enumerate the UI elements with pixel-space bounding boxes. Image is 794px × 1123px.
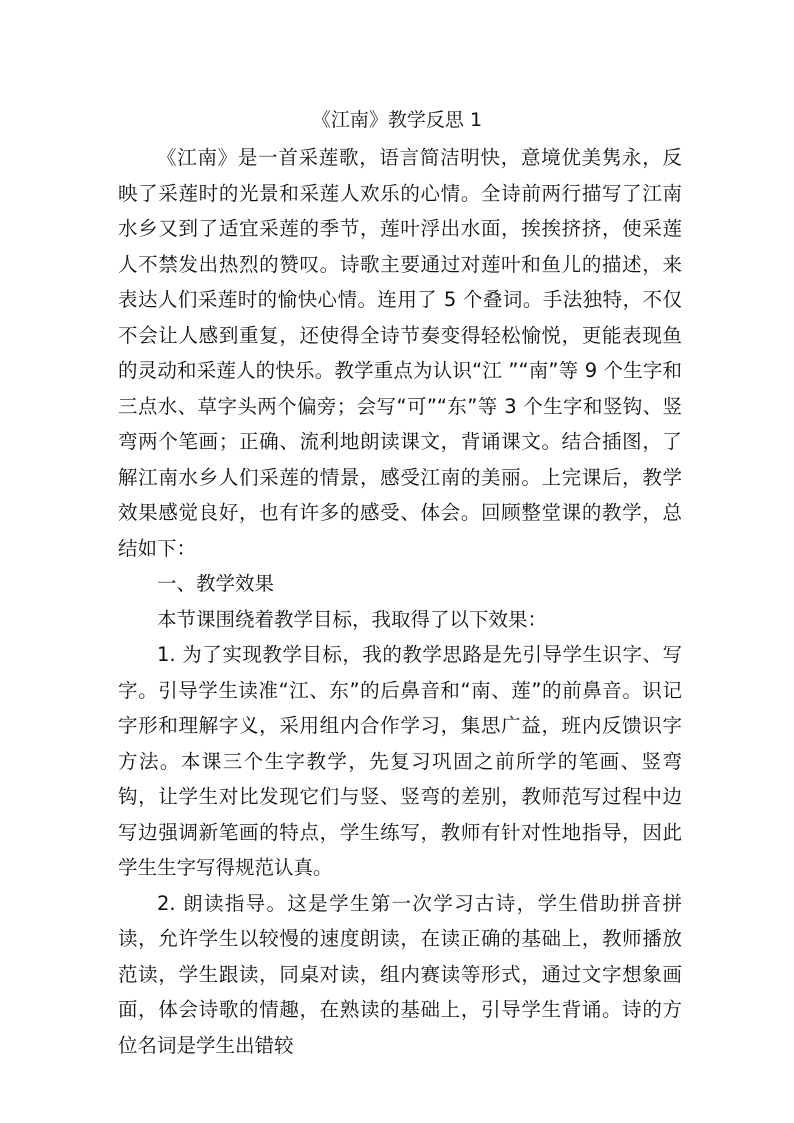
- paragraph-point-2: 2. 朗读指导。这是学生第一次学习古诗，学生借助拼音拼读，允许学生以较慢的速度朗读，在读正确的基础上，教师播放范读，学生跟读，同桌对读，组内赛读等形式，通过文字想象画面，体会诗歌的情趣，在熟读的基础上，引导学生背诵。诗的方位名词是学生出错较: [118, 891, 682, 1057]
- document-body: [118, 140, 682, 1063]
- paragraph-point-1: 1. 为了实现教学目标，我的教学思路是先引导学生识字、写字。引导学生读准“江、东”的后鼻音和“南、莲”的前鼻音。识记字形和理解字义，采用组内合作学习，集思广益，班内反馈识字方法。本课三个生字教学，先复习巩固之前所学的笔画、竖弯钩，让学生对比发现它们与竖、竖弯的差别，教师范写过程中边写边强调新笔画的特点，学生练写，教师有针对性地指导，因此学生生字写得规范认真。: [118, 643, 682, 879]
- section-heading-teaching-effect: 一、教学效果: [157, 572, 275, 595]
- paragraph-effect-summary: 本节课围绕着教学目标，我取得了以下效果：: [157, 607, 548, 631]
- paragraph-intro: 《江南》是一首采莲歌，语言简洁明快，意境优美隽永，反映了采莲时的光景和采莲人欢乐的心情。全诗前两行描写了江南水乡又到了适宜采莲的季节，莲叶浮出水面，挨挨挤挤，使采莲人不禁发出热烈的赞叹。诗歌主要通过对莲叶和鱼儿的描述，来表达人们采莲时的愉快心情。连用了 5 个叠词。手法独特，不仅不会让人感到重复，还使得全诗节奏变得轻松愉悦，更能表现鱼的灵动和采莲人的快乐。教学重点为认识“江 ”“南”等 9 个生字和三点水、草字头两个偏旁；会写“可”“东”等 3 个生字和竖钩、竖弯两个笔画；正确、流利地朗读课文，背诵课文。结合插图，了解江南水乡人们采莲的情景，感受江南的美丽。上完课后，教学效果感觉良好，也有许多的感受、体会。回顾整堂课的教学，总结如下：: [118, 146, 682, 560]
- document-title: 《江南》教学反思 1: [311, 109, 483, 131]
